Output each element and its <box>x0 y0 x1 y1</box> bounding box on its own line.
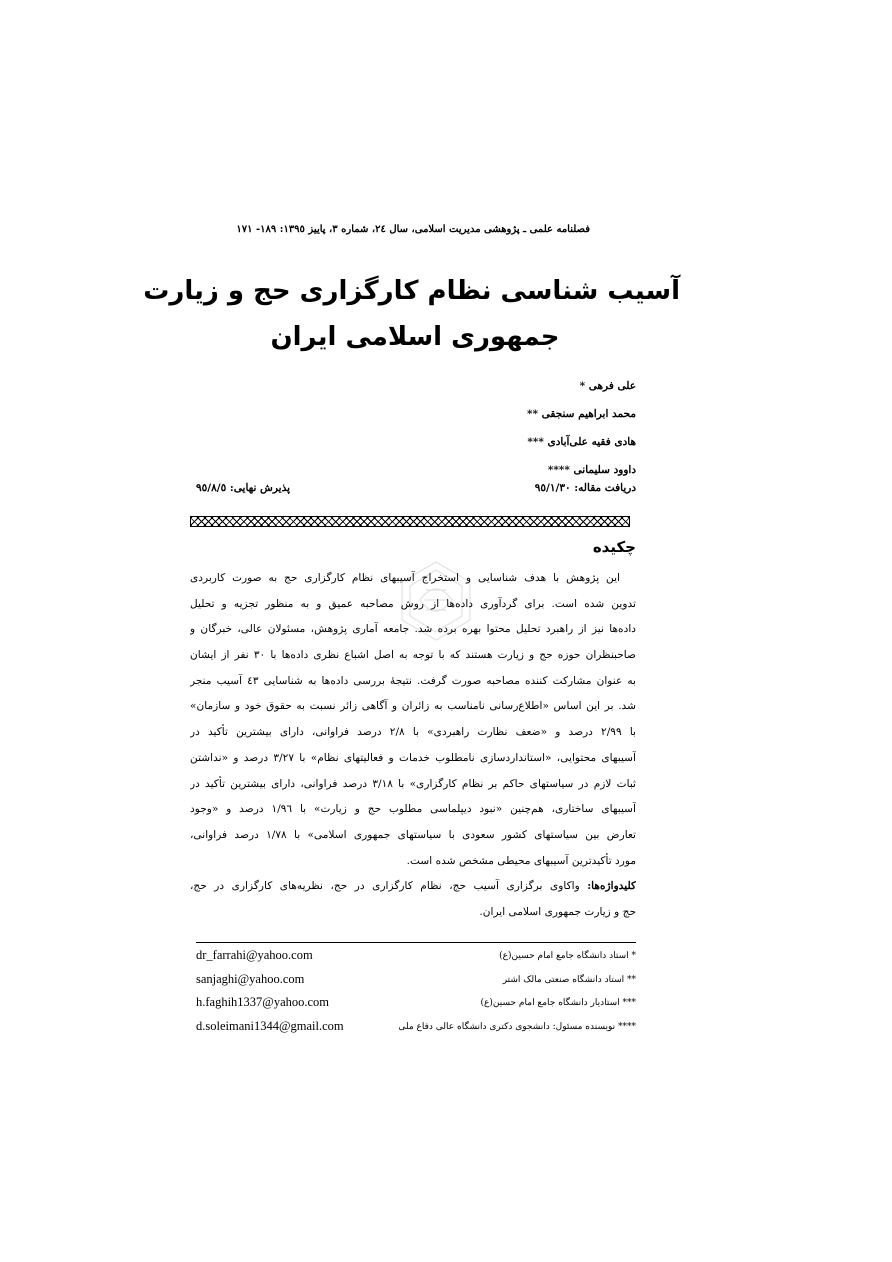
abstract-line: ثبات لازم در سیاستهای حاکم بر نظام کارگزاری» با ٣/١٨ درصد فراوانی، دارای بیشترین تأکید در <box>190 777 636 790</box>
author-footnotes <box>196 946 636 1040</box>
author-name: داوود سلیمانی **** <box>547 464 636 476</box>
author-name: علی فرهی * <box>579 380 636 392</box>
author-affiliation: ** استاد دانشگاه صنعتی مالک اشتر <box>502 974 636 985</box>
footnote-row <box>196 993 636 1017</box>
author-email[interactable]: sanjaghi@yahoo.com <box>196 971 305 986</box>
author-email[interactable]: h.faghih1337@yahoo.com <box>196 995 330 1009</box>
accepted-date: پذیرش نهایی: ٩٥/٨/٥ <box>196 482 291 494</box>
footnote-row <box>196 970 636 994</box>
author-list <box>527 372 636 484</box>
abstract-line: مورد تأکیدترین آسیبهای محیطی مشخص شده است. <box>406 854 636 867</box>
author-name: محمد ابراهیم سنجقی ** <box>527 408 636 420</box>
keywords-line <box>190 874 636 900</box>
keywords-line-continued: حج و زیارت جمهوری اسلامی ایران. <box>479 905 636 918</box>
author-email[interactable]: d.soleimani1344@gmail.com <box>196 1018 344 1033</box>
decorative-divider <box>190 516 630 527</box>
abstract-line: تدوین شده است. برای گردآوری داده‌ها از روش مصاحبه عمیق و به منظور تجزیه و تحلیل <box>190 597 636 610</box>
abstract-line: شد. بر این اساس «اطلاع‌رسانی نامناسب به زائران و آگاهی زائر نسبت به حقوق خود و سازمان» <box>190 700 636 713</box>
author-affiliation: **** نویسنده مسئول: دانشجوی دکتری دانشگاه عالی دفاع ملی <box>398 1021 636 1032</box>
author-affiliation: *** استادیار دانشگاه جامع امام حسین(ع) <box>480 998 636 1008</box>
keywords-text: واکاوی برگزاری آسیب حج، نظام کارگزاری در حج، نظریه‌های کارگزاری در حج، <box>190 880 588 893</box>
abstract-line: تعارض بین سیاستهای کشور سعودی با سیاستهای جمهوری اسلامی» با ١/٧٨ درصد فراوانی، <box>190 828 636 841</box>
keywords-label: کلیدواژه‌ها: <box>587 880 636 893</box>
article-title-line-1: آسیب شناسی نظام کارگزاری حج و زیارت <box>143 276 680 306</box>
abstract-heading: چکیده <box>592 538 636 556</box>
abstract-line: صاحبنظران حوزه حج و زیارت هستند که با توجه به اصل اشباع نظری داده‌ها با ٣٠ نفر از ایشان <box>190 649 636 662</box>
received-date: دریافت مقاله: ٩٥/١/٣٠ <box>534 482 636 494</box>
author-email[interactable]: dr_farrahi@yahoo.com <box>196 948 313 962</box>
author-affiliation: * استاد دانشگاه جامع امام حسین(ع) <box>499 951 636 961</box>
abstract-line: به عنوان مشارکت کننده مصاحبه صورت گرفت. نتیجهٔ بررسی داده‌ها به شناسایی ٤٣ آسیب منجر <box>190 674 636 687</box>
abstract-line: با ٢/٩٩ درصد و «ضعف نظارت راهبردی» با ٢/٨ درصد فراوانی، دارای بیشترین تأکید در <box>190 726 636 739</box>
article-dates <box>196 482 636 502</box>
abstract-body <box>190 566 636 926</box>
footnote-row <box>196 1017 636 1041</box>
article-title-line-2: جمهوری اسلامی ایران <box>270 322 560 352</box>
abstract-line: آسیبهای محتوایی، «استانداردسازی نامطلوب خدمات و فعالیتهای نظام» با ٣/٢٧ درصد و «نداشتن <box>190 751 636 764</box>
author-name: هادی فقیه علی‌آبادی *** <box>527 436 636 448</box>
journal-header: فصلنامه علمی ـ پژوهشی مدیریت اسلامی، سال ٢٤، شماره ٣، پاییز ١٣٩٥: ١٨٩- ١٧١ <box>236 224 590 235</box>
abstract-line: آسیبهای ساختاری، هم‌چنین «نبود دیپلماسی مطلوب حج و زیارت» با ١/٩٦ درصد و «وجود <box>190 803 636 816</box>
abstract-line: داده‌ها نیز از راهبرد تحلیل محتوا بهره برده شد. جامعه آماری پژوهش، مسئولان عالی، خبرگان و <box>190 623 636 636</box>
footnote-row <box>196 946 636 970</box>
footnote-divider <box>196 942 636 943</box>
abstract-line: این پژوهش با هدف شناسایی و استخراج آسیبهای نظام کارگزاری حج به صورت کاربردی <box>190 572 620 584</box>
